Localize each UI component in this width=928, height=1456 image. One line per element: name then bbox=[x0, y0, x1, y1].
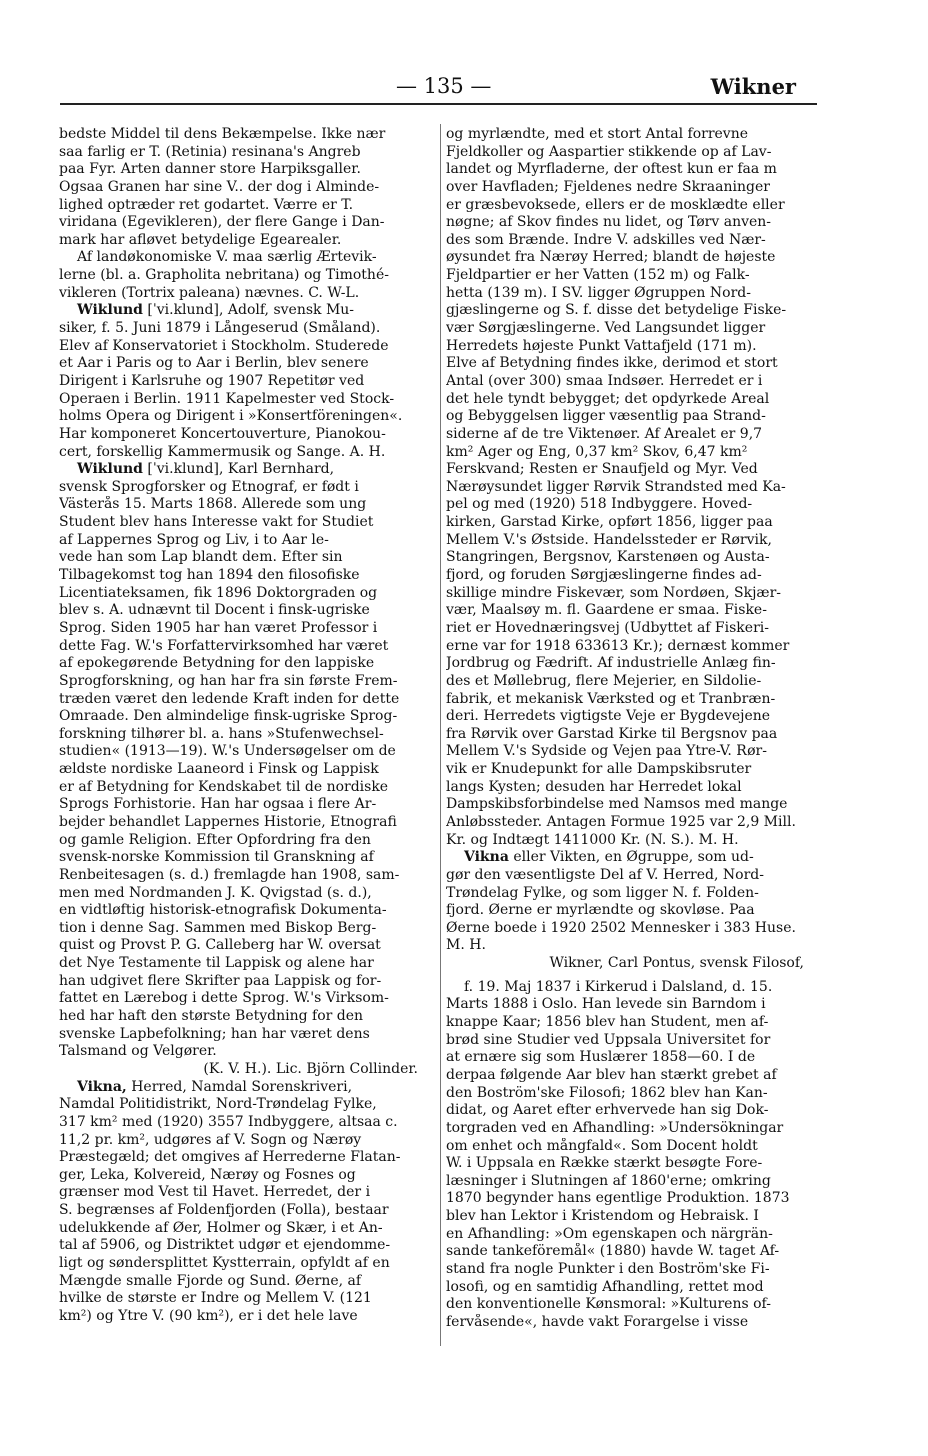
left-column-line: Namdal Politidistrikt, Nord-Trøndelag Fylke, bbox=[59, 1096, 377, 1113]
left-column-line: ligt og søndersplittet Kystterrain, opfyldt af en bbox=[59, 1255, 390, 1271]
right-column-line: stand fra nogle Punkter i den Boström'ske Fi- bbox=[446, 1261, 770, 1277]
left-column-line: forskning tilhører bl. a. hans »Stufenwechsel- bbox=[59, 725, 384, 742]
left-column-line: Ogsaa Granen har sine V.. der dog i Alminde- bbox=[59, 178, 380, 195]
left-column-line: Dirigent i Karlsruhe og 1907 Repetitør ved bbox=[59, 372, 365, 389]
right-column-line: W. i Uppsala en Række stærkt besøgte Fore- bbox=[446, 1155, 763, 1172]
right-column-line: en Afhandling: »Om egenskapen och närgrän- bbox=[446, 1225, 773, 1242]
left-column-line: en vidtløftig historisk-etnografisk Dokumenta- bbox=[59, 902, 387, 919]
entry-headword: Wiklund bbox=[77, 461, 143, 478]
right-column-line: Elve af Betydning findes ikke, derimod et stort bbox=[446, 355, 778, 372]
right-column-line: derpaa følgende Aar blev han stærkt grebet af bbox=[446, 1066, 777, 1083]
right-column-line: Ferskvand; Resten er Snaufjeld og Myr. Ved bbox=[446, 461, 758, 478]
left-column-line: svensk Sprogforsker og Etnograf, er født i bbox=[59, 478, 359, 495]
left-column-line: udelukkende af Øer, Holmer og Skær, i et An- bbox=[59, 1219, 383, 1236]
right-column-line: vær, Maalsøy m. fl. Gaardene er smaa. Fiske- bbox=[446, 602, 767, 619]
right-column-line: Anløbssteder. Antagen Formue 1925 var 2,9 Mill. bbox=[446, 813, 796, 830]
left-column-line: Elev af Konservatoriet i Stockholm. Studerede bbox=[59, 337, 389, 354]
left-column-line: Licentiateksamen, fik 1896 Doktorgraden og bbox=[59, 584, 378, 601]
left-column-line: viridana (Egevikleren), der flere Gange i Dan- bbox=[59, 214, 385, 231]
left-column-line: af Lappernes Sprog og Liv, i to Aar le- bbox=[59, 531, 329, 548]
right-column-line: riet er Hovednæringsvej (Udbyttet af Fiskeri- bbox=[446, 619, 769, 636]
right-column-line: skillige mindre Fiskevær, som Nordøen, Skjær- bbox=[446, 584, 782, 601]
left-column-line: Vikna, Herred, Namdal Sorenskriveri, bbox=[77, 1078, 353, 1095]
right-column-line: er græsbevoksede, ellers er de mosklædte eller bbox=[446, 196, 785, 213]
right-column-line: des et Møllebrug, flere Mejerier, en Sildolie- bbox=[446, 672, 762, 689]
right-column-line: hetta (139 m). I SV. ligger Øgruppen Nord- bbox=[446, 284, 751, 301]
header-rule bbox=[60, 103, 817, 105]
left-column-line: et Aar i Paris og to Aar i Berlin, blev senere bbox=[59, 355, 369, 372]
left-column-line: cert, forskellig Kammermusik og Sange. A. H. bbox=[59, 443, 386, 460]
right-column-line: Øerne boede i 1920 2502 Mennesker i 383 Huse. bbox=[446, 919, 796, 936]
left-column-line: saa farlig er T. (Retinia) resinana's Angreb bbox=[59, 143, 361, 160]
left-column-line: svensk-norske Kommission til Granskning af bbox=[59, 849, 374, 866]
left-column-line: Sprogforskning, og han har fra sin første Frem- bbox=[59, 672, 398, 689]
right-column-line: pel og med (1920) 518 Indbyggere. Hoved- bbox=[446, 496, 753, 513]
right-column-line: deri. Herredets vigtigste Veje er Bygdevejene bbox=[446, 708, 771, 725]
right-column-line: fjord. Øerne er myrlændte og skovløse. Paa bbox=[446, 902, 755, 919]
left-column-line: Renbeitesagen (s. d.) fremlagde han 1908, sam- bbox=[59, 866, 400, 883]
left-column-line: Har komponeret Koncertouverture, Pianokou- bbox=[59, 425, 386, 442]
left-column-line: mark har afløvet betydelige Egearealer. bbox=[59, 231, 342, 248]
right-column-line: det hele tyndt bebygget; det opdyrkede Areal bbox=[446, 390, 770, 407]
left-column-line: blev s. A. udnævnt til Docent i finsk-ugriske bbox=[59, 602, 370, 619]
right-column-line: Mellem V.'s Sydside og Vejen paa Ytre-V. Rør- bbox=[446, 743, 767, 760]
entry-headword: Vikna, bbox=[77, 1078, 127, 1095]
right-column-line: fra Rørvik over Garstad Kirke til Bergsnov paa bbox=[446, 725, 778, 742]
left-column-line: Operaen i Berlin. 1911 Kapelmester ved Stock- bbox=[59, 390, 395, 407]
left-column-line: bejder behandlet Lappernes Historie, Etnografi bbox=[59, 813, 397, 830]
right-column-line: Trøndelag Fylke, og som ligger N. f. Folden- bbox=[446, 884, 759, 901]
right-column-line: og Bebyggelsen ligger væsentlig paa Strand- bbox=[446, 408, 766, 425]
left-column-line: lerne (bl. a. Grapholita nebritana) og Timothé- bbox=[59, 267, 389, 284]
right-column-line: Fjeldkoller og Aaspartier stikkende op af Lav- bbox=[446, 143, 772, 160]
right-column-line: f. 19. Maj 1837 i Kirkerud i Dalsland, d. 15. bbox=[464, 978, 773, 995]
left-column-line: svenske Lapbefolkning; han har været dens bbox=[59, 1025, 370, 1042]
right-column-line: gjæslingerne og S. f. disse det betydelige Fiske- bbox=[446, 302, 787, 319]
left-column-line: Af landøkonomiske V. maa særlig Ærtevik- bbox=[77, 249, 377, 266]
left-column-line: quist og Provst P. G. Calleberg har W. oversat bbox=[59, 937, 381, 954]
entry-headword: Vikna bbox=[464, 849, 509, 866]
page-number: — 135 — bbox=[396, 74, 492, 98]
left-column-line: studien« (1913—19). W.'s Undersøgelser om de bbox=[59, 743, 396, 760]
running-head: Wikner bbox=[710, 74, 796, 99]
right-column-line: den Boström'ske Filosofi; 1862 blev han Kan- bbox=[446, 1084, 768, 1101]
right-column-line: Dampskibsforbindelse med Namsos med mange bbox=[446, 796, 788, 813]
right-column-line: nøgne; af Skov findes nu lidet, og Tørv anven- bbox=[446, 214, 772, 231]
right-column-line: Kr. og Indtægt 1411000 Kr. (N. S.). M. H. bbox=[446, 831, 739, 848]
right-column-line: 1870 begynder hans egentlige Produktion. 1873 bbox=[446, 1190, 790, 1207]
left-column-line: men med Nordmanden J. K. Qvigstad (s. d.), bbox=[59, 884, 372, 901]
left-column-line: træden været den ledende Kraft inden for dette bbox=[59, 690, 400, 707]
right-column-line: fabrik, et mekanisk Værksted og et Tranbræn- bbox=[446, 690, 776, 707]
left-column-line: hed har haft den største Betydning for den bbox=[59, 1008, 364, 1025]
left-column-line: ger, Leka, Kolvereid, Nærøy og Fosnes og bbox=[59, 1166, 356, 1183]
left-column-line: fattet en Lærebog i dette Sprog. W.'s Virksom- bbox=[59, 990, 389, 1007]
entry-headword: Wiklund bbox=[77, 302, 143, 319]
right-column-line: M. H. bbox=[446, 937, 486, 954]
right-column-line: over Havfladen; Fjeldenes nedre Skraaninger bbox=[446, 178, 770, 195]
right-column-line: kirken, Garstad Kirke, opført 1856, ligger paa bbox=[446, 514, 773, 531]
left-column-line: tal af 5906, og Distriktet udgør et ejendomme- bbox=[59, 1237, 391, 1254]
right-column-line: didat, og Aaret efter erhvervede han sig Dok- bbox=[446, 1102, 769, 1119]
right-column-line: langs Kysten; desuden har Herredet lokal bbox=[446, 778, 742, 795]
left-column-line: Talsmand og Velgører. bbox=[59, 1043, 217, 1060]
right-column-line: knappe Kaar; 1856 blev han Student, men af- bbox=[446, 1014, 769, 1031]
left-column-line: han udgivet flere Skrifter paa Lappisk og for- bbox=[59, 972, 382, 989]
left-column-line: Sprogs Forhistorie. Han har ogsaa i flere Ar- bbox=[59, 796, 377, 813]
right-column-line: og myrlændte, med et stort Antal forrevne bbox=[446, 126, 749, 142]
right-column-line: Herredets højeste Punkt Vattafjeld (171 m). bbox=[446, 337, 757, 354]
left-column-line: vikleren (Tortrix paleana) nævnes. C. W-L. bbox=[59, 284, 360, 301]
right-column-line: Mellem V.'s Østside. Handelssteder er Rørvik, bbox=[446, 531, 772, 548]
left-column bbox=[59, 126, 432, 1326]
left-column-line: ældste nordiske Laaneord i Finsk og Lappisk bbox=[59, 761, 379, 778]
left-column-line: Student blev hans Interesse vakt for Studiet bbox=[59, 514, 374, 531]
right-column-line: Vikna eller Vikten, en Øgruppe, som ud- bbox=[464, 849, 754, 866]
left-column-line: Omraade. Den almindelige finsk-ugriske Sprog- bbox=[59, 708, 398, 725]
left-column-line: bedste Middel til dens Bekæmpelse. Ikke nær bbox=[59, 126, 386, 142]
left-column-line: og gamle Religion. Efter Opfordring fra den bbox=[59, 831, 371, 848]
right-column-line: Wikner, Carl Pontus, svensk Filosof, bbox=[549, 955, 804, 972]
left-column-line: Præstegæld; det omgives af Herrederne Flatan- bbox=[59, 1149, 401, 1166]
left-column-line: Mængde smalle Fjorde og Sund. Øerne, af bbox=[59, 1272, 362, 1289]
right-column-line: Marts 1888 i Oslo. Han levede sin Barndom i bbox=[446, 996, 766, 1013]
right-column-line: fjord, og foruden Sørgjæslingerne findes ad- bbox=[446, 567, 762, 584]
right-column-line: øysundet fra Nærøy Herred; blandt de højeste bbox=[446, 249, 776, 266]
right-column-line: erne var for 1918 633613 Kr.); dernæst kommer bbox=[446, 637, 790, 654]
left-column-line: af epokegørende Betydning for den lappiske bbox=[59, 655, 375, 672]
left-column-line: Wiklund [ˈvi.klund], Karl Bernhard, bbox=[77, 461, 335, 478]
right-column-line: Nærøysundet ligger Rørvik Strandsted med Ka- bbox=[446, 478, 786, 495]
right-column-line: læsninger i Slutningen af 1860'erne; omkring bbox=[446, 1172, 771, 1189]
left-column-line: (K. V. H.). Lic. Björn Collinder. bbox=[203, 1060, 418, 1077]
right-column-line: des som Brænde. Indre V. adskilles ved Nær- bbox=[446, 231, 766, 248]
left-column-line: paa Fyr. Arten danner store Harpiksgaller. bbox=[59, 161, 361, 178]
left-column-line: er af Betydning for Kendskabet til de nordiske bbox=[59, 778, 389, 795]
left-column-line: 317 km² med (1920) 3557 Indbyggere, altsaa c. bbox=[59, 1113, 398, 1130]
right-column-line: Fjeldpartier er her Vatten (152 m) og Falk- bbox=[446, 267, 750, 284]
right-column-line: fervåsende«, havde vakt Forargelse i visse bbox=[446, 1313, 749, 1330]
left-column-line: dette Fag. W.'s Forfattervirksomhed har været bbox=[59, 637, 389, 654]
left-column-line: Wiklund [ˈvi.klund], Adolf, svensk Mu- bbox=[77, 302, 355, 319]
left-column-line: Västerås 15. Marts 1868. Allerede som ung bbox=[59, 496, 367, 513]
left-column-line: holms Opera og Dirigent i »Konsertföreningen«. bbox=[59, 408, 403, 425]
right-column bbox=[446, 126, 818, 1332]
right-column-line: siderne af de tre Viktenøer. Af Arealet er 9,7 bbox=[446, 425, 763, 442]
right-column-line: losofi, og en samtidig Afhandling, rettet mod bbox=[446, 1278, 764, 1295]
right-column-line: Stangringen, Bergsnov, Karstenøen og Austa- bbox=[446, 549, 770, 566]
right-column-line: brød sine Studier ved Uppsala Universitet for bbox=[446, 1031, 771, 1048]
left-column-line: siker, f. 5. Juni 1879 i Långeserud (Småland). bbox=[59, 320, 381, 337]
left-column-line: 11,2 pr. km², udgøres af V. Sogn og Nærøy bbox=[59, 1131, 362, 1148]
left-column-line: grænser mod Vest til Havet. Herredet, der i bbox=[59, 1184, 371, 1201]
left-column-line: det Nye Testamente til Lappisk og alene har bbox=[59, 955, 374, 972]
left-column-line: hvilke de største er Indre og Mellem V. (121 bbox=[59, 1290, 372, 1307]
right-column-line: den konventionelle Kønsmoral: »Kulturens of- bbox=[446, 1296, 771, 1313]
right-column-line: gør den væsentligste Del af V. Herred, Nord- bbox=[446, 866, 764, 883]
left-column-line: Tilbagekomst tog han 1894 den filosofiske bbox=[59, 567, 360, 584]
right-column-line: landet og Myrfladerne, der oftest kun er faa m bbox=[446, 161, 777, 178]
right-column-line: vik er Knudepunkt for alle Dampskibsruter bbox=[446, 761, 752, 778]
right-column-line: at ernære sig som Huslærer 1858—60. I de bbox=[446, 1049, 756, 1066]
right-column-line: torgraden ved en Afhandling: »Undersökningar bbox=[446, 1119, 784, 1136]
left-column-line: S. begrænses af Foldenfjorden (Folla), bestaar bbox=[59, 1202, 389, 1219]
left-column-line: km²) og Ytre V. (90 km²), er i det hele lave bbox=[59, 1307, 358, 1324]
right-column-line: blev han Lektor i Kristendom og Hebraisk. I bbox=[446, 1208, 759, 1225]
left-column-line: lighed optræder ret godartet. Værre er T. bbox=[59, 196, 354, 213]
right-column-line: vær Sørgjæslingerne. Ved Langsundet ligger bbox=[446, 320, 766, 337]
right-column-line: Antal (over 300) smaa Indsøer. Herredet er i bbox=[446, 372, 763, 389]
column-divider bbox=[440, 124, 441, 1346]
left-column-line: tion i denne Sag. Sammen med Biskop Berg- bbox=[59, 919, 377, 936]
right-column-line: Jordbrug og Fædrift. Af industrielle Anlæg fin- bbox=[446, 655, 776, 672]
right-column-line: km² Ager og Eng, 0,37 km² Skov, 6,47 km² bbox=[446, 443, 748, 460]
left-column-line: vede han som Lap blandt dem. Efter sin bbox=[59, 549, 343, 566]
left-column-line: Sprog. Siden 1905 har han været Professor i bbox=[59, 619, 378, 636]
right-column-line: sande tankeföremål« (1880) havde W. taget Af- bbox=[446, 1243, 780, 1260]
right-column-line: om enhet och mångfald«. Som Docent holdt bbox=[446, 1137, 758, 1154]
